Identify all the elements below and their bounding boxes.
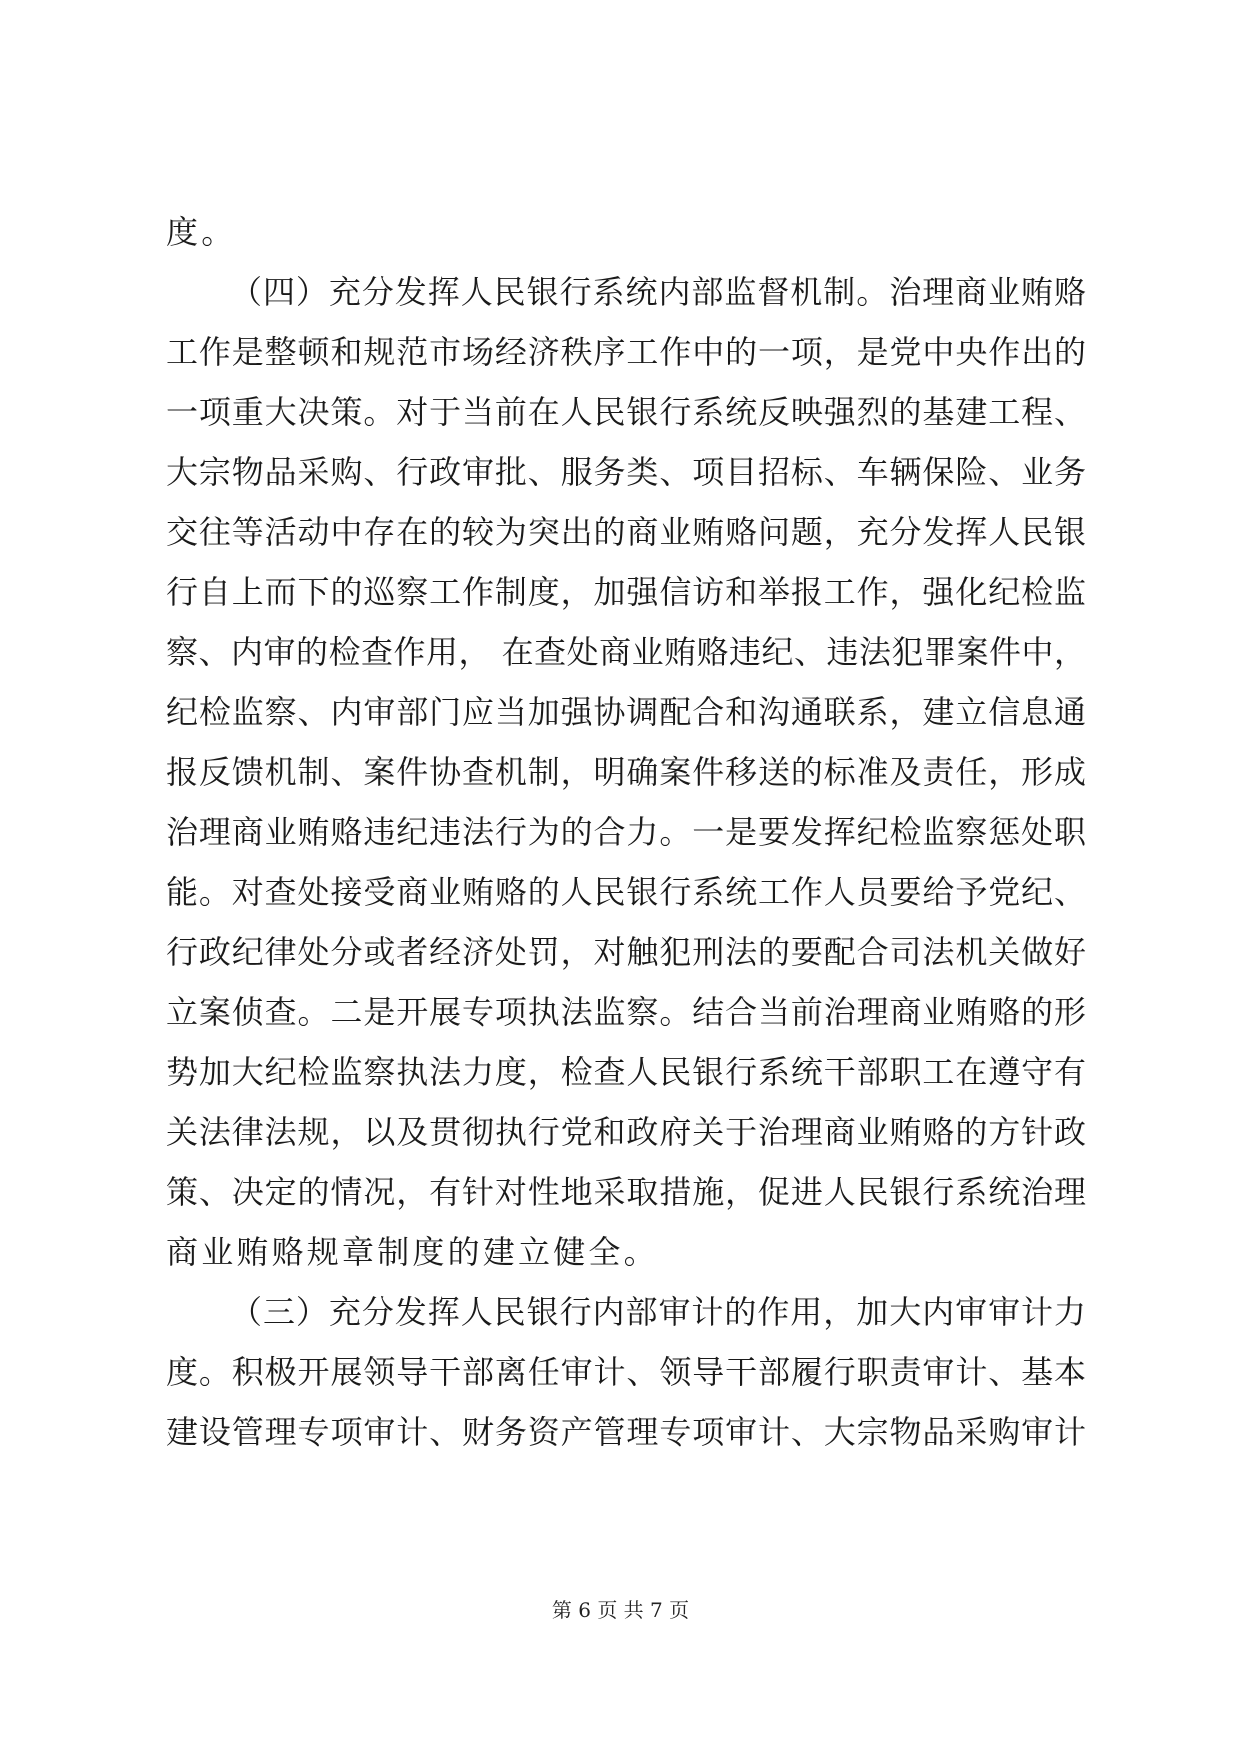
- text-line: 纪检监察、内审部门应当加强协调配合和沟通联系，建立信息通: [166, 693, 1086, 731]
- text-line: 度。: [166, 213, 237, 251]
- text-line: 能。对查处接受商业贿赂的人民银行系统工作人员要给予党纪、: [166, 873, 1086, 911]
- text-line: 行自上而下的巡察工作制度，加强信访和举报工作，强化纪检监: [166, 573, 1086, 611]
- text-line: 治理商业贿赂违纪违法行为的合力。一是要发挥纪检监察惩处职: [166, 813, 1086, 851]
- text-line: 势加大纪检监察执法力度，检查人民银行系统干部职工在遵守有: [166, 1053, 1086, 1091]
- text-line: 报反馈机制、案件协查机制，明确案件移送的标准及责任，形成: [166, 753, 1086, 791]
- page-footer: 第 6 页 共 7 页: [551, 1598, 690, 1622]
- text-line: 商业贿赂规章制度的建立健全。: [166, 1233, 659, 1271]
- text-line: 建设管理专项审计、财务资产管理专项审计、大宗物品采购审计: [166, 1413, 1086, 1451]
- text-line: 立案侦查。二是开展专项执法监察。结合当前治理商业贿赂的形: [166, 993, 1086, 1031]
- text-line: 策、决定的情况，有针对性地采取措施，促进人民银行系统治理: [166, 1173, 1086, 1211]
- text-line: 大宗物品采购、行政审批、服务类、项目招标、车辆保险、业务: [166, 453, 1086, 491]
- text-line: 关法律法规，以及贯彻执行党和政府关于治理商业贿赂的方针政: [166, 1113, 1086, 1151]
- paragraph-heading-line: （四）充分发挥人民银行系统内部监督机制。治理商业贿赂: [230, 273, 1086, 311]
- text-line: 一项重大决策。对于当前在人民银行系统反映强烈的基建工程、: [166, 393, 1086, 431]
- paragraph-heading-line: （三）充分发挥人民银行内部审计的作用，加大内审审计力: [230, 1293, 1086, 1331]
- text-line: 察、内审的检查作用， 在查处商业贿赂违纪、违法犯罪案件中，: [166, 633, 1086, 671]
- text-line: 度。积极开展领导干部离任审计、领导干部履行职责审计、基本: [166, 1353, 1086, 1391]
- text-line: 行政纪律处分或者经济处罚，对触犯刑法的要配合司法机关做好: [166, 933, 1086, 971]
- text-line: 交往等活动中存在的较为突出的商业贿赂问题，充分发挥人民银: [166, 513, 1086, 551]
- text-line: 工作是整顿和规范市场经济秩序工作中的一项，是党中央作出的: [166, 333, 1086, 371]
